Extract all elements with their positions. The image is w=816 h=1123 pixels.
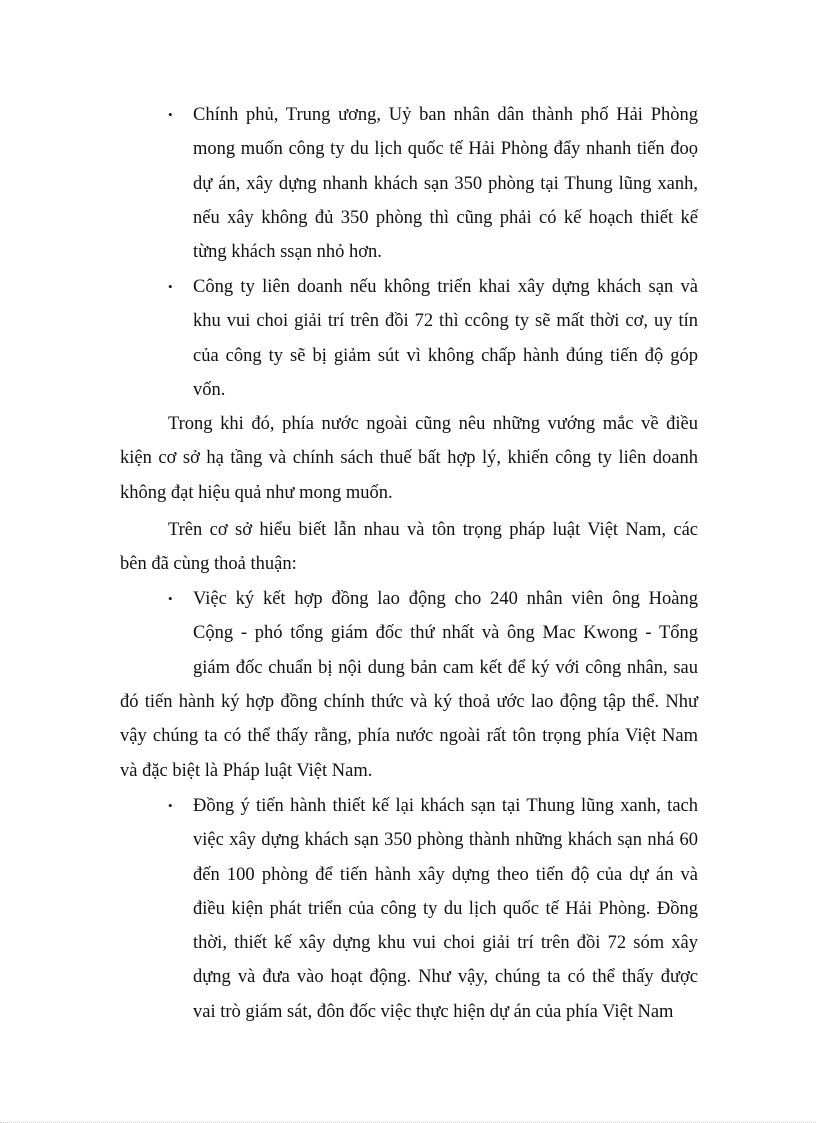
bullet-marker: • bbox=[168, 591, 173, 606]
text-line: dự án, xây dựng nhanh khách sạn 350 phòng tại Thung lũng xanh, bbox=[193, 173, 698, 194]
text-line: dựng và đưa vào hoạt động. Như vậy, chúng ta có thể thấy được bbox=[193, 967, 698, 988]
bullet-marker: • bbox=[168, 798, 173, 813]
text-line: thời, thiết kế xây dựng khu vui choi giải trí trên đồi 72 sóm xây bbox=[193, 933, 698, 954]
text-line: Đồng ý tiến hành thiết kế lại khách sạn tại Thung lũng xanh, tach bbox=[193, 796, 698, 816]
text-line: đến 100 phòng để tiến hành xây dựng theo tiến độ của dự án và bbox=[193, 864, 698, 885]
text-line: đó tiến hành ký hợp đồng chính thức và ký thoả ước lao động tập thể. Như bbox=[120, 692, 698, 712]
text-line: từng khách ssạn nhỏ hơn. bbox=[193, 242, 382, 263]
text-line: Việc ký kết hợp đồng lao động cho 240 nhân viên ông Hoàng bbox=[193, 589, 698, 609]
text-line: Chính phủ, Trung ương, Uỷ ban nhân dân thành phố Hải Phòng bbox=[193, 105, 698, 125]
text-line: vậy chúng ta có thể thấy rằng, phía nước ngoài rất tôn trọng phía Việt Nam bbox=[120, 726, 698, 747]
bullet-item-2 bbox=[193, 270, 698, 407]
text-line: của công ty sẽ bị giảm sút vì không chấp hành đúng tiến độ góp bbox=[193, 345, 698, 366]
bullet-item-3 bbox=[193, 582, 698, 685]
text-line: giám đốc chuẩn bị nội dung bản cam kết để ký với công nhân, sau bbox=[193, 657, 698, 678]
text-line: bên đã cùng thoả thuận: bbox=[120, 554, 297, 575]
bullet-marker: • bbox=[168, 279, 173, 294]
text-line: và đặc biệt là Pháp luật Việt Nam. bbox=[120, 760, 373, 781]
text-line: Trên cơ sở hiểu biết lẫn nhau và tôn trọng pháp luật Việt Nam, các bbox=[168, 520, 698, 540]
text-line: kiện cơ sở hạ tầng và chính sách thuế bất hợp lý, khiến công ty liên doanh bbox=[120, 448, 698, 469]
text-line: nếu xây không đủ 350 phòng thì cũng phải có kế hoạch thiết kế bbox=[193, 207, 698, 228]
text-line: mong muốn công ty du lịch quốc tế Hải Phòng đẩy nhanh tiến đoọ bbox=[193, 139, 698, 160]
paragraph-1 bbox=[120, 407, 698, 510]
bullet-marker: • bbox=[168, 107, 173, 122]
paragraph-2 bbox=[120, 513, 698, 582]
text-line: vai trò giám sát, đôn đốc việc thực hiện dự án của phía Việt Nam bbox=[193, 1001, 674, 1022]
text-line: Trong khi đó, phía nước ngoài cũng nêu những vướng mắc về điều bbox=[168, 414, 698, 434]
text-line: không đạt hiệu quả như mong muốn. bbox=[120, 482, 393, 503]
text-line: khu vui choi giải trí trên đồi 72 thì ccông ty sẽ mất thời cơ, uy tín bbox=[193, 311, 698, 332]
bullet-item-4 bbox=[193, 789, 698, 1029]
text-line: Công ty liên doanh nếu không triển khai xây dựng khách sạn và bbox=[193, 277, 698, 297]
bullet-item-1 bbox=[193, 98, 698, 269]
text-line: vốn. bbox=[193, 379, 226, 400]
bullet-item-3-continuation bbox=[120, 685, 698, 788]
text-line: điều kiện phát triển của công ty du lịch quốc tế Hải Phòng. Đồng bbox=[193, 898, 698, 919]
text-line: Cộng - phó tổng giám đốc thứ nhất và ông Mac Kwong - Tổng bbox=[193, 623, 698, 644]
text-line: việc xây dựng khách sạn 350 phòng thành những khách sạn nhá 60 bbox=[193, 830, 698, 851]
